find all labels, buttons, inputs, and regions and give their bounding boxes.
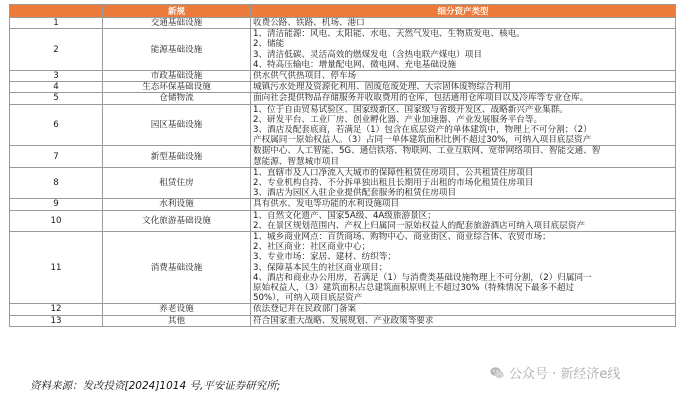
asset-type-line: 具有供水、发电等功能的水利设施项目 (253, 199, 400, 210)
row-index: 7 (10, 146, 103, 167)
asset-type-line: 3、保障基本民生的社区商业项目； (253, 262, 388, 273)
row-index: 12 (10, 304, 103, 315)
watermark-text: 公众号 · 新经济e线 (509, 367, 621, 382)
asset-type-line: 2、研发平台、工业厂房、创业孵化器、产业加速器、产业发展服务平台等。 (253, 114, 543, 125)
row-category: 仓储物流 (103, 93, 251, 104)
asset-type-line: 3、专业市场：家居、建材、纺织等； (253, 252, 396, 263)
asset-type-line: 2、专业机构自持、不分拆单独出租且长期用于出租的市场化租赁住房项目 (253, 178, 534, 189)
asset-type-line: 1、直辖市及人口净流入大城市的保障性租赁住房项目、公共租赁住房项目 (253, 167, 534, 178)
asset-type-line: 3、酒店为园区入驻企业提供配套服务的租赁住房项目 (253, 188, 457, 199)
table-row (10, 304, 676, 315)
row-index: 13 (10, 315, 103, 326)
asset-type-line: 2、社区商业：社区商业中心； (253, 242, 371, 253)
asset-type-line: 原始权益人，（3）建筑面积占总建筑面积原则上不超过30%（特殊情况下最多不超过 (253, 283, 575, 294)
table-row (10, 82, 676, 93)
row-index: 6 (10, 104, 103, 146)
row-asset-types (251, 82, 676, 93)
row-index: 10 (10, 210, 103, 231)
row-asset-types (251, 315, 676, 326)
header-asset-type: 细分资产类型 (251, 5, 676, 18)
table-row (10, 210, 676, 231)
table-row (10, 199, 676, 210)
table-header-row (10, 5, 676, 18)
asset-type-line: 1、城乡商业网点：百货商场、购物中心、商业街区、商业综合体、农贸市场； (253, 232, 551, 243)
row-category: 能源基础设施 (103, 29, 251, 71)
row-category: 新型基础设施 (103, 146, 251, 167)
row-asset-types (251, 71, 676, 82)
row-asset-types (251, 232, 676, 304)
table-row (10, 18, 676, 29)
table-row (10, 104, 676, 146)
asset-type-line: 3、清洁低碳、灵活高效的燃煤发电（含热电联产煤电）项目 (253, 49, 482, 60)
asset-type-line: 收费公路、铁路、机场、港口 (253, 18, 365, 28)
table-row (10, 29, 676, 71)
asset-type-table (9, 4, 676, 327)
row-category: 消费基础设施 (103, 232, 251, 304)
row-index: 9 (10, 199, 103, 210)
watermark (489, 363, 620, 382)
row-index: 8 (10, 167, 103, 199)
row-index: 1 (10, 18, 103, 29)
row-index: 5 (10, 93, 103, 104)
asset-type-line: 面向社会提供物品存储服务并收取费用的仓库，包括通用仓库项目以及冷库等专业仓库。 (253, 93, 589, 104)
asset-type-line: 符合国家重大战略、发展规划、产业政策等要求 (253, 315, 434, 326)
header-index (10, 5, 103, 18)
row-category: 市政基础设施 (103, 71, 251, 82)
table-row (10, 315, 676, 326)
row-category: 水利设施 (103, 199, 251, 210)
asset-type-line: 慧能源、智慧城市项目 (253, 156, 339, 167)
row-index: 2 (10, 29, 103, 71)
row-index: 4 (10, 82, 103, 93)
row-asset-types (251, 146, 676, 167)
row-category: 养老设施 (103, 304, 251, 315)
row-category: 园区基础设施 (103, 104, 251, 146)
table-row (10, 167, 676, 199)
row-category: 其他 (103, 315, 251, 326)
asset-type-table-container (9, 4, 675, 327)
table-body (10, 18, 676, 327)
asset-type-line: 供水供气供热项目、停车场 (253, 71, 357, 82)
table-row (10, 71, 676, 82)
row-category: 租赁住房 (103, 167, 251, 199)
row-category: 生态环保基础设施 (103, 82, 251, 93)
asset-type-line: 4、酒店和商业办公用房，若满足（1）与消费类基础设施物理上不可分割，（2）归属同一 (253, 272, 592, 283)
row-asset-types (251, 18, 676, 29)
asset-type-line: 2、储能 (253, 39, 285, 50)
asset-type-line: 城镇污水处理及资源化利用、固废危废处理、大宗固体废物综合利用 (253, 82, 511, 93)
asset-type-line: 依法登记并在民政部门备案 (253, 304, 357, 315)
asset-type-line: 2、在景区规划范围内、产权上归属同一原始权益人的配套旅游酒店可纳入项目底层资产 (253, 220, 586, 231)
row-category: 交通基础设施 (103, 18, 251, 29)
wechat-icon (489, 365, 505, 381)
table-row (10, 232, 676, 304)
table-row (10, 93, 676, 104)
row-asset-types (251, 29, 676, 71)
asset-type-line: 4、特高压输电：增量配电网、微电网、充电基础设施 (253, 59, 457, 70)
row-asset-types (251, 199, 676, 210)
asset-type-line: 产权属同一原始权益人。（3）占同一单体建筑面积比例不超过30%，可纳入项目底层资产 (253, 135, 592, 146)
header-new-rule: 新规 (103, 5, 251, 18)
row-asset-types (251, 167, 676, 199)
asset-type-line: 1、位于自由贸易试验区、国家级新区、国家级与省级开发区、战略新兴产业集群。 (253, 104, 568, 115)
asset-type-line: 50%），可纳入项目底层资产 (253, 293, 363, 304)
table-row (10, 146, 676, 167)
row-category: 文化旅游基础设施 (103, 210, 251, 231)
row-asset-types (251, 93, 676, 104)
asset-type-line: 1、清洁能源：风电、太阳能、水电、天然气发电、生物质发电、核电。 (253, 29, 525, 40)
row-asset-types (251, 210, 676, 231)
row-asset-types (251, 304, 676, 315)
row-index: 3 (10, 71, 103, 82)
row-index: 11 (10, 232, 103, 304)
asset-type-line: 3、酒店及配套底商，若满足（1）包含在底层资产的单体建筑中，物理上不可分割；（2） (253, 125, 592, 136)
asset-type-line: 1、自然文化遗产、国家5A级、4A级旅游景区； (253, 210, 436, 221)
row-asset-types (251, 104, 676, 146)
asset-type-line: 数据中心、人工智能、5G、通信铁塔、物联网、工业互联网、宽带网络项目、智能交通、智 (253, 146, 601, 157)
source-note: 资料来源：发改投资[2024]1014 号,平安证券研究所; (30, 380, 281, 392)
